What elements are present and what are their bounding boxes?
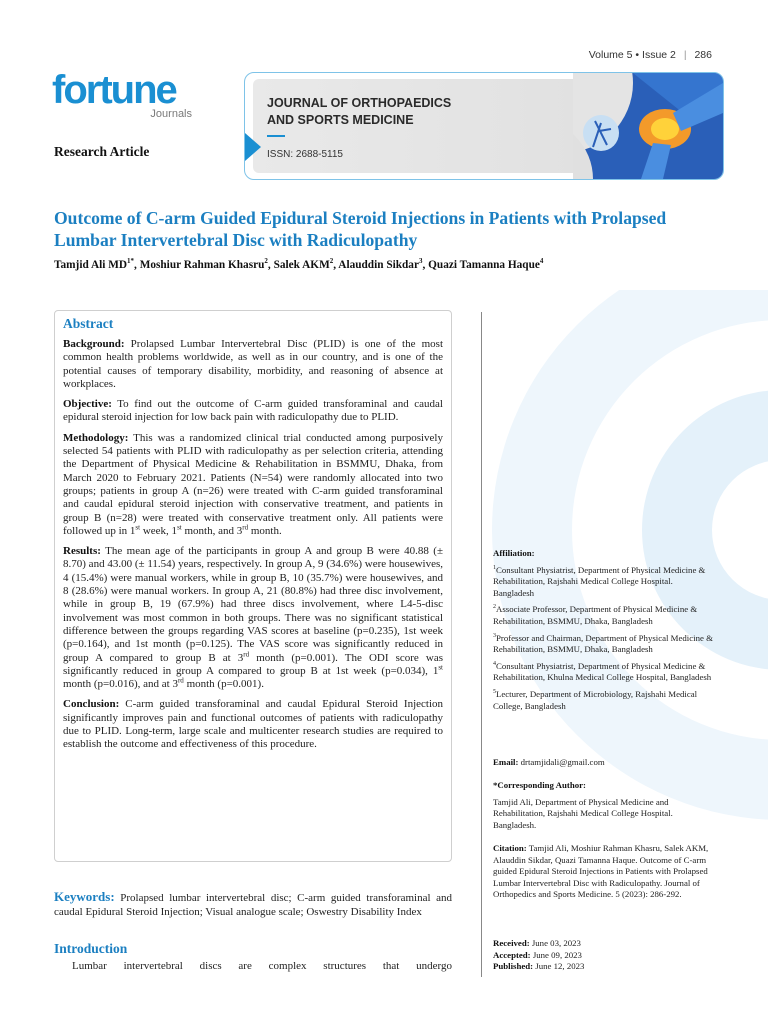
received-date: Received: June 03, 2023: [493, 938, 581, 948]
bullet-separator: •: [635, 49, 640, 61]
article-title: Outcome of C-arm Guided Epidural Steroid Injections in Patients with Prolapsed Lumbar Intervertebral Disc with Radiculopathy: [54, 208, 667, 250]
accepted-date: Accepted: June 09, 2023: [493, 949, 582, 960]
issue-label: Issue 2: [642, 49, 676, 61]
volume-label: Volume 5: [588, 49, 633, 61]
abstract-heading: Abstract: [63, 316, 114, 331]
issue-info: [589, 49, 712, 61]
journal-title: [267, 95, 451, 129]
published-date: Published: June 12, 2023: [493, 961, 585, 972]
abstract-objective: Objective: To find out the outcome of C-arm guided transforaminal and caudal epidural steroid injection for low back pain with radiculopathy due to PLID.: [63, 398, 443, 424]
corresponding-text: Tamjid Ali, Department of Physical Medicine and Rehabilitation, Rajshahi Medical College Hospital. Bangladesh.: [493, 796, 673, 830]
keywords-text: Prolapsed lumbar intervertebral disc; C-arm guided transforaminal and caudal Epidural Steroid Injection; Visual analogue scale; Oswestry Disability Index: [54, 892, 453, 918]
author[interactable]: Salek AKM$^2$: [273, 257, 334, 271]
abstract-methodology: Methodology: This was a randomized clinical trial conducted among purposively selected 54 patients with PLID with radiculopathy as per selection criteria, attending the Department of Physical Medicine & Rehabilitation in BSMMU, Dhaka, from March 2020 to February 2021. Patients (N=54) were randomly allocated into two groups; patients in group A (n=26) were treated with C-arm guided transforaminal and caudal epidural steroid injection with conservative treatment, and patients in group B (n=28) were treated with conservative treatment only. All patients were followed up in 1st week, 1st month, and 3rd month.: [63, 431, 443, 537]
abstract-conclusion: Conclusion: C-arm guided transforaminal and caudal Epidural Steroid Injection significantly improves pain and functional outcomes of patients with radiculopathy due to PLID. Long-term, large scale and multicenter research studies are required to establish the outcome and effectiveness of this procedure.: [63, 698, 444, 751]
introduction-text: Lumbar intervertebral discs are complex structures that undergo: [72, 960, 452, 972]
affiliation-item: $^2$Associate Professor, Department of Physical Medicine & Rehabilitation, BSMMU, Dhaka, Bangladesh: [493, 604, 698, 626]
affiliation-item: $^5$Lecturer, Department of Microbiology, Rajshahi Medical College, Bangladesh: [493, 688, 698, 711]
page-number: 286: [694, 49, 712, 61]
introduction-heading: Introduction: [54, 941, 128, 956]
author-list: Tamjid Ali $MD^{1*}$, Moshiur Rahman Khasru$^2$, Salek AKM$^2$, Alauddin Sikdar$^3$, Quazi Tamanna Haque$^4$: [54, 257, 544, 271]
publisher-logo[interactable]: [52, 70, 202, 122]
author[interactable]: Alauddin Sikdar$^3$: [338, 257, 423, 271]
journal-issn: ISSN: 2688-5115: [267, 149, 343, 160]
article-type: Research Article: [54, 144, 150, 159]
author[interactable]: Quazi Tamanna Haque$^4$: [428, 257, 544, 271]
keywords-label: Keywords:: [54, 889, 115, 904]
affiliation-section: [493, 548, 713, 717]
corresponding-label: *Corresponding Author:: [493, 780, 586, 790]
logo-subtitle: Journals: [150, 108, 192, 120]
affiliation-item: $^4$Consultant Physiatrist, Department of Physical Medicine & Rehabilitation, Khulna Medical College Hospital, Bangladesh: [493, 660, 712, 683]
journal-banner: [244, 72, 724, 180]
pipe-separator: |: [683, 49, 687, 61]
abstract-results: Results: The mean age of the participants in group A and group B were 40.88 (± 8.70) and 43.00 (± 11.54) years, respectively. In group A, 9 (34.6%) were housewives, 4 (15.4%) were manual workers, while in group B, 10 (35.7%) were housewives, and 8 (28.6%) were manual workers. In group A, 21 (80.8%) had three disc involvement, while in group B, 19 (67.9%) had three discs involvement, where L4-5-disc involvement was most common in both groups. There was no significant statistical difference between the groups regarding VAS scores at baseline (p=0.235), 1st week (p=0.164), and 1st month (p=0.125). The VAS score was significantly reduced in group A compared to group B at 3rd month (p=0.001). The ODI score was significantly reduced in group A compared to group B at 1st week (p=0.034), 1st month (p=0.016), and at 3rd month (p=0.001).: [63, 545, 443, 691]
email-section: [493, 757, 713, 774]
abstract-box: [54, 310, 452, 862]
citation-text: Tamjid Ali, Moshiur Rahman Khasru, Salek AKM, Alauddin Sikdar, Quazi Tamanna Haque. Outcome of C-arm guided Epidural Steroid Injections in Patients with Prolapsed Lumbar Intervertebral Disc with Radiculopathy. Journal of Orthopedics and Sports Medicine. 5 (2023): 286-292.: [493, 843, 709, 900]
email-link[interactable]: drtamjidali@gmail.com: [520, 757, 605, 767]
abstract-background: Background: Prolapsed Lumbar Intervertebral Disc (PLID) is one of the most common health problems worldwide, as well as in our country, and is one of the potential causes of temporary disability, morbidity, and reasoning of absence at workplaces.: [63, 338, 443, 390]
affiliation-item: $^1$Consultant Physiatrist, Department of Physical Medicine & Rehabilitation, Rajshahi Medical College Hospital. Bangladesh: [493, 564, 706, 598]
citation-section: [493, 843, 713, 906]
journal-title-line2: AND SPORTS MEDICINE: [267, 113, 414, 127]
corresponding-author-section: [493, 780, 713, 836]
author[interactable]: Tamjid Ali $MD^{1*}$: [54, 257, 135, 271]
citation-label: Citation:: [493, 843, 527, 853]
knee-illustration-icon: [573, 73, 723, 179]
email-label: Email:: [493, 757, 519, 767]
logo-wordmark: fortune: [52, 68, 176, 112]
journal-title-line1: JOURNAL OF ORTHOPAEDICS: [267, 96, 452, 110]
keywords: [54, 890, 452, 919]
author[interactable]: Moshiur Rahman Khasru$^2$: [139, 257, 268, 271]
affiliation-item: $^3$Professor and Chairman, Department of Physical Medicine & Rehabilitation, BSMMU, Dhaka, Bangladesh: [493, 632, 713, 655]
dates-section: [493, 938, 713, 973]
banner-divider: [267, 135, 285, 137]
affiliation-label: Affiliation:: [493, 548, 535, 558]
banner-arrow-icon: [245, 133, 261, 161]
